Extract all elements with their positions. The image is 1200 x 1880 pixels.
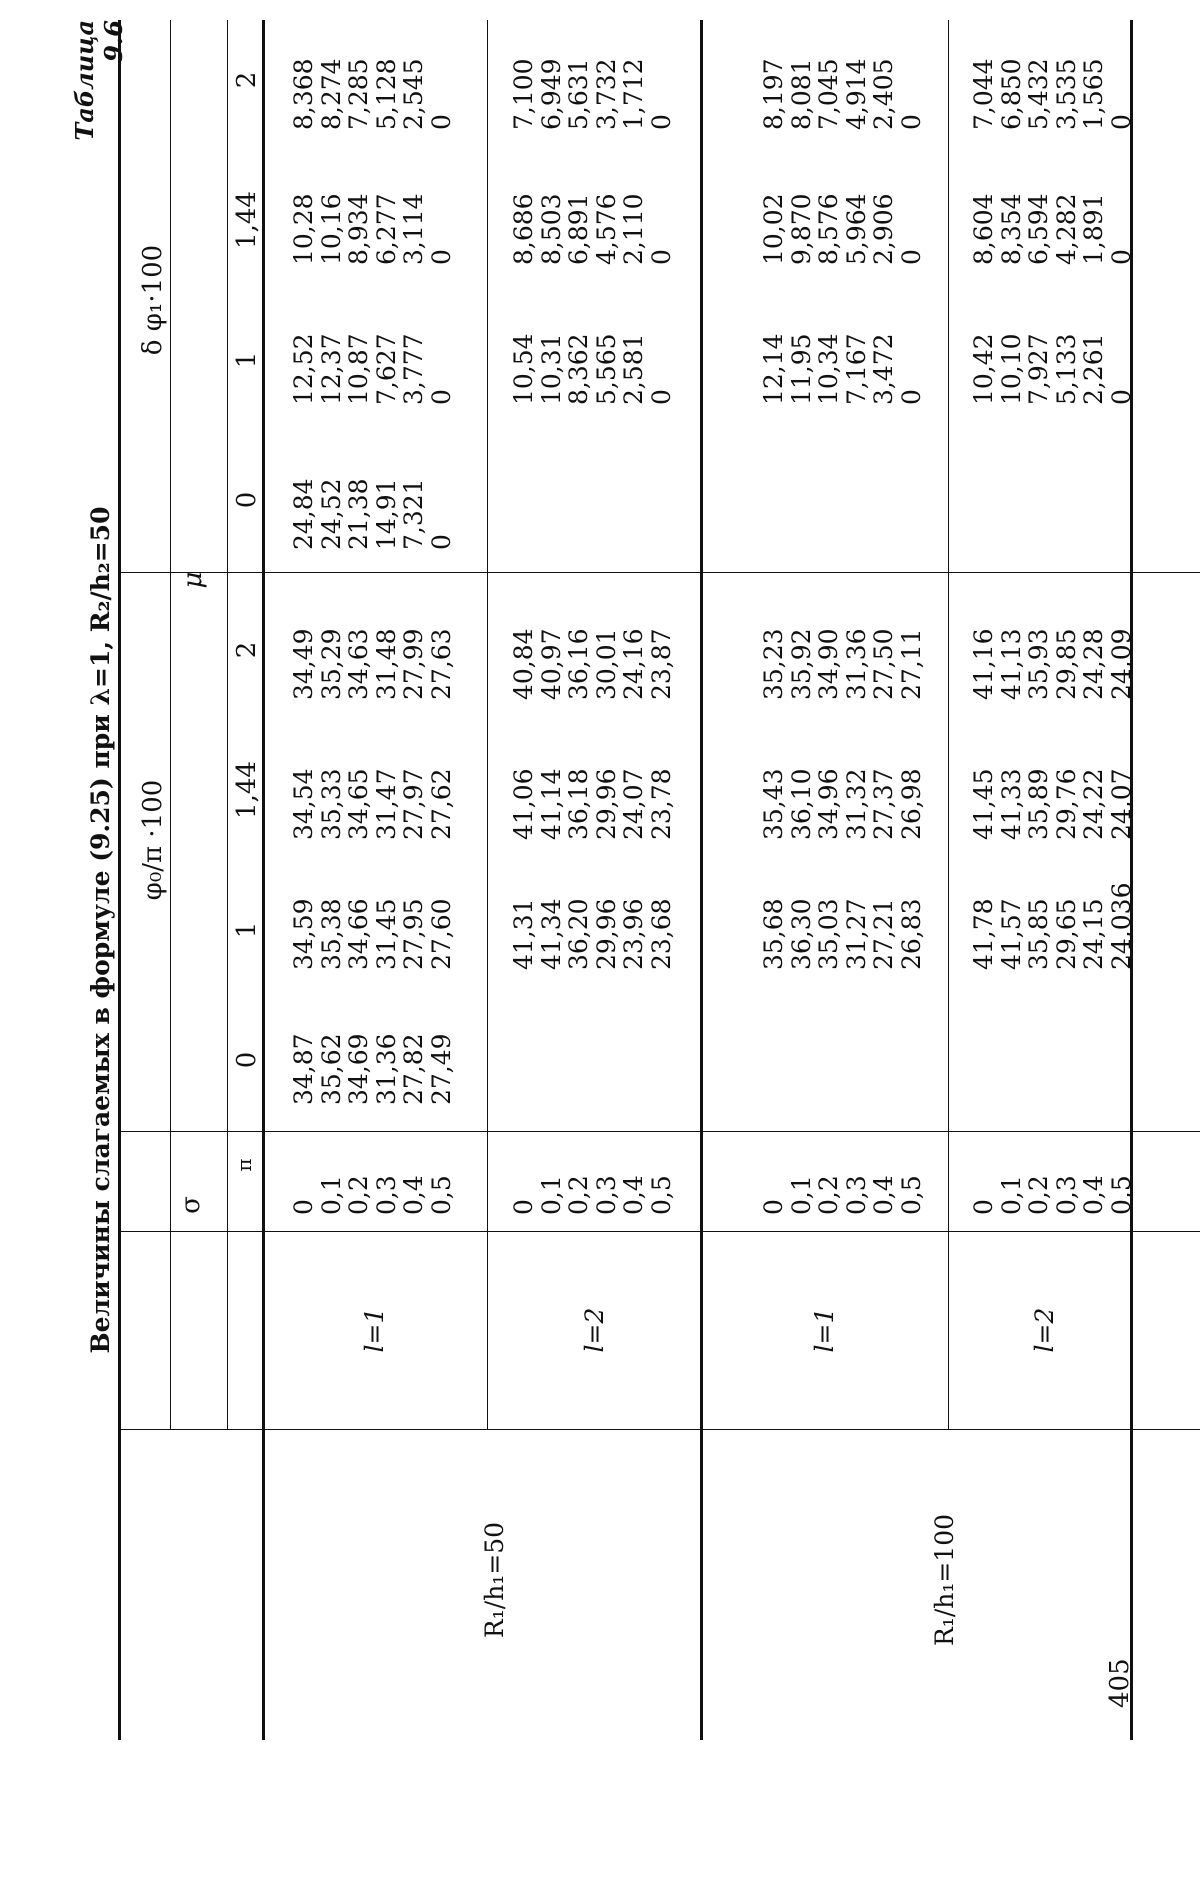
sigma-value: 0,2 (564, 1175, 593, 1215)
phi0-value: 31,45 (371, 898, 401, 970)
phi0-value: 41,14 (536, 768, 566, 840)
dphi-value: 0 (896, 389, 926, 405)
phi0-value: 23,87 (646, 628, 676, 700)
phi0-value: 23,96 (619, 898, 648, 970)
sigma-value: 0,1 (316, 1175, 346, 1215)
mu-value-dphi-0: 0 (232, 491, 262, 509)
sigma-value: 0,1 (786, 1175, 816, 1215)
phi0-value: 27,50 (869, 628, 898, 700)
phi0-value: 41,33 (996, 768, 1026, 840)
phi0-column (760, 898, 925, 970)
l-label-block-3: l=1 (810, 1307, 839, 1353)
phi0-column (970, 628, 1135, 700)
dphi-value: 1,565 (1079, 58, 1108, 130)
phi0-value: 35,93 (1024, 628, 1053, 700)
group-label-r100: R₁/h₁=100 (930, 1513, 959, 1647)
dphi-value: 6,949 (536, 58, 566, 130)
dphi-column (970, 333, 1135, 405)
header-rule-1 (170, 20, 171, 1430)
dphi-value: 0 (646, 114, 676, 130)
phi0-value: 41,57 (996, 898, 1026, 970)
phi0-value: 34,54 (289, 768, 318, 840)
phi0-value: 24,15 (1079, 898, 1108, 970)
sigma-value: 0 (969, 1199, 998, 1215)
dphi-value: 6,277 (371, 193, 401, 265)
sigma-column (290, 1175, 455, 1215)
dphi-value: 8,604 (969, 193, 998, 265)
dphi-value: 7,321 (399, 478, 428, 550)
dphi-value: 3,472 (869, 333, 898, 405)
phi0-value: 24,09 (1106, 628, 1136, 700)
phi0-value: 41,78 (969, 898, 998, 970)
dphi-column (290, 478, 455, 550)
phi0-value: 24,16 (619, 628, 648, 700)
sigma-value: 0,2 (1024, 1175, 1053, 1215)
dphi-value: 7,044 (969, 58, 998, 130)
dphi-value: 14,91 (371, 478, 401, 550)
phi0-value: 41,06 (509, 768, 538, 840)
phi0-value: 34,66 (344, 898, 373, 970)
sigma-value: 0,5 (646, 1175, 676, 1215)
dphi-value: 7,285 (344, 58, 373, 130)
phi0-column (970, 883, 1135, 970)
dphi-value: 0 (1106, 389, 1136, 405)
dphi-value: 0 (896, 114, 926, 130)
phi0-value: 34,69 (344, 1033, 373, 1105)
sigma-value: 0,3 (841, 1175, 871, 1215)
phi0-column (290, 898, 455, 970)
dphi-column (760, 193, 925, 265)
dphi-column (510, 333, 675, 405)
phi0-value: 26,83 (896, 898, 926, 970)
phi0-value: 34,90 (814, 628, 843, 700)
dphi-value: 12,14 (759, 333, 788, 405)
dphi-value: 3,535 (1051, 58, 1081, 130)
dphi-value: 7,045 (814, 58, 843, 130)
phi0-header: φ₀/π ·100 (138, 779, 168, 901)
header-bottom-rule (262, 20, 265, 1740)
dphi-value: 2,906 (869, 193, 898, 265)
mu-value-dphi-1: 1 (232, 351, 262, 369)
page-number: 405 (1105, 1658, 1135, 1708)
phi0-value: 40,97 (536, 628, 566, 700)
dphi-value: 10,34 (814, 333, 843, 405)
dphi-value: 10,10 (996, 333, 1026, 405)
dphi-value: 8,368 (289, 58, 318, 130)
phi0-value: 27,60 (426, 898, 456, 970)
dphi-value: 9,870 (786, 193, 816, 265)
phi0-value: 34,65 (344, 768, 373, 840)
sigma-column (760, 1175, 925, 1215)
phi0-value: 35,23 (759, 628, 788, 700)
table-title: Величины слагаемых в формуле (9.25) при λ=1, R₂/h₂=50 (86, 506, 115, 1354)
phi0-value: 36,18 (564, 768, 593, 840)
phi0-column (290, 628, 455, 700)
dphi-column (760, 58, 925, 130)
dphi-value: 6,891 (564, 193, 593, 265)
sigma-column (970, 1175, 1135, 1215)
phi0-value: 31,48 (371, 628, 401, 700)
phi0-value: 41,13 (996, 628, 1026, 700)
dphi-value: 7,927 (1024, 333, 1053, 405)
dphi-value: 8,274 (316, 58, 346, 130)
phi0-column (290, 1033, 455, 1105)
dphi-value: 10,31 (536, 333, 566, 405)
dphi-column (760, 333, 925, 405)
phi0-value: 34,49 (289, 628, 318, 700)
dphi-value: 3,114 (399, 193, 428, 265)
dphi-value: 8,576 (814, 193, 843, 265)
sigma-value: 0,3 (1051, 1175, 1081, 1215)
phi0-value: 35,92 (786, 628, 816, 700)
phi0-value: 36,16 (564, 628, 593, 700)
phi0-value: 35,89 (1024, 768, 1053, 840)
dphi-value: 1,712 (619, 58, 648, 130)
phi0-value: 31,47 (371, 768, 401, 840)
phi0-column (510, 768, 675, 840)
phi0-value: 27,37 (869, 768, 898, 840)
l-label-block-4: l=2 (1030, 1307, 1059, 1353)
sigma-denominator: π (232, 1158, 256, 1172)
phi0-value: 34,96 (814, 768, 843, 840)
dphi-value: 2,581 (619, 333, 648, 405)
dphi-header: δ φ₁·100 (138, 244, 168, 356)
dphi-column (290, 193, 455, 265)
phi0-value: 24,28 (1079, 628, 1108, 700)
dphi-value: 8,686 (509, 193, 538, 265)
phi0-value: 29,65 (1051, 898, 1081, 970)
dphi-value: 2,261 (1079, 333, 1108, 405)
dphi-value: 5,964 (841, 193, 871, 265)
phi0-value: 41,31 (509, 898, 538, 970)
phi0-value: 35,29 (316, 628, 346, 700)
phi0-value: 27,82 (399, 1033, 428, 1105)
dphi-value: 0 (646, 249, 676, 265)
phi0-value: 26,98 (896, 768, 926, 840)
dphi-value: 0 (426, 249, 456, 265)
dphi-value: 0 (426, 114, 456, 130)
dphi-value: 10,87 (344, 333, 373, 405)
table-number: Таблица 9.6 (70, 20, 128, 141)
vrule-sigma-right (118, 1131, 1200, 1132)
dphi-value: 8,354 (996, 193, 1026, 265)
dphi-value: 12,37 (316, 333, 346, 405)
dphi-value: 10,28 (289, 193, 318, 265)
phi0-value: 24,07 (619, 768, 648, 840)
mu-value-phi-1: 1 (232, 921, 262, 939)
phi0-column (510, 898, 675, 970)
sigma-value: 0,4 (869, 1175, 898, 1215)
phi0-value: 27,49 (426, 1033, 456, 1105)
sigma-value: 0,1 (996, 1175, 1026, 1215)
dphi-value: 0 (426, 534, 456, 550)
mu-header: μ (178, 571, 208, 589)
dphi-column (970, 58, 1135, 130)
dphi-value: 1,891 (1079, 193, 1108, 265)
dphi-value: 7,627 (371, 333, 401, 405)
dphi-value: 3,777 (399, 333, 428, 405)
block-rule-3 (948, 20, 949, 1430)
sigma-value: 0,4 (399, 1175, 428, 1215)
sigma-column (510, 1175, 675, 1215)
vrule-sigma-left (118, 1231, 1200, 1232)
phi0-column (970, 768, 1135, 840)
dphi-value: 0 (896, 249, 926, 265)
dphi-value: 10,54 (509, 333, 538, 405)
l-label-block-2: l=2 (580, 1307, 609, 1353)
phi0-value: 27,99 (399, 628, 428, 700)
dphi-value: 7,100 (509, 58, 538, 130)
dphi-value: 8,197 (759, 58, 788, 130)
l-label-block-1: l=1 (360, 1307, 389, 1353)
dphi-value: 11,95 (786, 333, 816, 405)
sigma-value: 0,5 (1106, 1175, 1136, 1215)
dphi-value: 0 (1106, 114, 1136, 130)
sigma-value: 0,2 (344, 1175, 373, 1215)
phi0-value: 34,63 (344, 628, 373, 700)
phi0-value: 34,59 (289, 898, 318, 970)
table-bottom-rule (1130, 20, 1133, 1740)
phi0-value: 35,33 (316, 768, 346, 840)
dphi-value: 3,732 (591, 58, 621, 130)
phi0-value: 31,36 (371, 1033, 401, 1105)
phi0-value: 31,32 (841, 768, 871, 840)
table-top-rule (118, 20, 121, 1740)
phi0-value: 31,27 (841, 898, 871, 970)
sigma-value: 0,3 (591, 1175, 621, 1215)
phi0-value: 41,34 (536, 898, 566, 970)
phi0-value: 36,20 (564, 898, 593, 970)
phi0-value: 34,87 (289, 1033, 318, 1105)
dphi-value: 12,52 (289, 333, 318, 405)
phi0-value: 35,38 (316, 898, 346, 970)
sigma-value: 0,5 (426, 1175, 456, 1215)
dphi-value: 0 (1106, 249, 1136, 265)
phi0-value: 24,036 (1106, 882, 1136, 970)
dphi-value: 4,282 (1051, 193, 1081, 265)
phi0-value: 23,78 (646, 768, 676, 840)
dphi-value: 5,128 (371, 58, 401, 130)
phi0-value: 30,01 (591, 628, 621, 700)
sigma-value: 0 (759, 1199, 788, 1215)
phi0-value: 23,68 (646, 898, 676, 970)
header-rule-2 (227, 20, 228, 1430)
phi0-value: 27,62 (426, 768, 456, 840)
dphi-value: 24,52 (316, 478, 346, 550)
phi0-value: 36,10 (786, 768, 816, 840)
phi0-value: 29,76 (1051, 768, 1081, 840)
mu-value-dphi-144: 1,44 (232, 191, 262, 249)
phi0-value: 31,36 (841, 628, 871, 700)
mu-value-dphi-2: 2 (232, 71, 262, 89)
block-rule-1 (487, 20, 488, 1430)
sigma-value: 0,4 (619, 1175, 648, 1215)
phi0-value: 29,96 (591, 898, 621, 970)
phi0-column (760, 768, 925, 840)
sigma-value: 0,3 (371, 1175, 401, 1215)
dphi-value: 2,110 (619, 193, 648, 265)
sigma-symbol: σ (176, 1196, 206, 1214)
phi0-value: 24,22 (1079, 768, 1108, 840)
mu-value-phi-0: 0 (232, 1051, 262, 1069)
phi0-value: 35,62 (316, 1033, 346, 1105)
dphi-value: 5,133 (1051, 333, 1081, 405)
phi0-value: 35,43 (759, 768, 788, 840)
dphi-value: 2,545 (399, 58, 428, 130)
phi0-value: 27,63 (426, 628, 456, 700)
dphi-value: 5,631 (564, 58, 593, 130)
dphi-value: 21,38 (344, 478, 373, 550)
phi0-value: 29,85 (1051, 628, 1081, 700)
dphi-column (290, 58, 455, 130)
vrule-l-left (118, 1429, 1200, 1430)
phi0-column (510, 628, 675, 700)
phi0-value: 35,68 (759, 898, 788, 970)
dphi-value: 6,850 (996, 58, 1026, 130)
dphi-column (970, 193, 1135, 265)
dphi-column (510, 193, 675, 265)
sigma-value: 0,2 (814, 1175, 843, 1215)
phi0-value: 27,95 (399, 898, 428, 970)
dphi-value: 5,432 (1024, 58, 1053, 130)
sigma-value: 0 (289, 1199, 318, 1215)
dphi-value: 6,594 (1024, 193, 1053, 265)
phi0-value: 27,21 (869, 898, 898, 970)
phi0-value: 35,03 (814, 898, 843, 970)
sigma-value: 0,1 (536, 1175, 566, 1215)
phi0-column (290, 768, 455, 840)
phi0-value: 27,11 (896, 628, 926, 700)
phi0-value: 27,97 (399, 768, 428, 840)
phi0-value: 35,85 (1024, 898, 1053, 970)
dphi-column (510, 58, 675, 130)
sigma-value: 0,4 (1079, 1175, 1108, 1215)
phi0-value: 29,96 (591, 768, 621, 840)
mu-value-phi-2: 2 (232, 641, 262, 659)
dphi-value: 0 (426, 389, 456, 405)
dphi-value: 10,16 (316, 193, 346, 265)
dphi-value: 4,914 (841, 58, 871, 130)
dphi-value: 0 (646, 389, 676, 405)
dphi-value: 4,576 (591, 193, 621, 265)
vrule-phi-dphi (118, 572, 1200, 573)
phi0-value: 41,16 (969, 628, 998, 700)
dphi-value: 5,565 (591, 333, 621, 405)
dphi-value: 10,02 (759, 193, 788, 265)
group-label-r50: R₁/h₁=50 (480, 1521, 509, 1639)
mu-value-phi-144: 1,44 (232, 761, 262, 819)
sigma-value: 0 (509, 1199, 538, 1215)
dphi-value: 8,081 (786, 58, 816, 130)
dphi-value: 7,167 (841, 333, 871, 405)
dphi-value: 8,934 (344, 193, 373, 265)
phi0-value: 36,30 (786, 898, 816, 970)
group-rule (700, 20, 703, 1740)
dphi-value: 8,362 (564, 333, 593, 405)
phi0-value: 24,07 (1106, 768, 1136, 840)
dphi-value: 8,503 (536, 193, 566, 265)
dphi-value: 24,84 (289, 478, 318, 550)
dphi-column (290, 333, 455, 405)
phi0-column (760, 628, 925, 700)
dphi-value: 10,42 (969, 333, 998, 405)
dphi-value: 2,405 (869, 58, 898, 130)
sigma-value: 0,5 (896, 1175, 926, 1215)
phi0-value: 40,84 (509, 628, 538, 700)
phi0-value: 41,45 (969, 768, 998, 840)
